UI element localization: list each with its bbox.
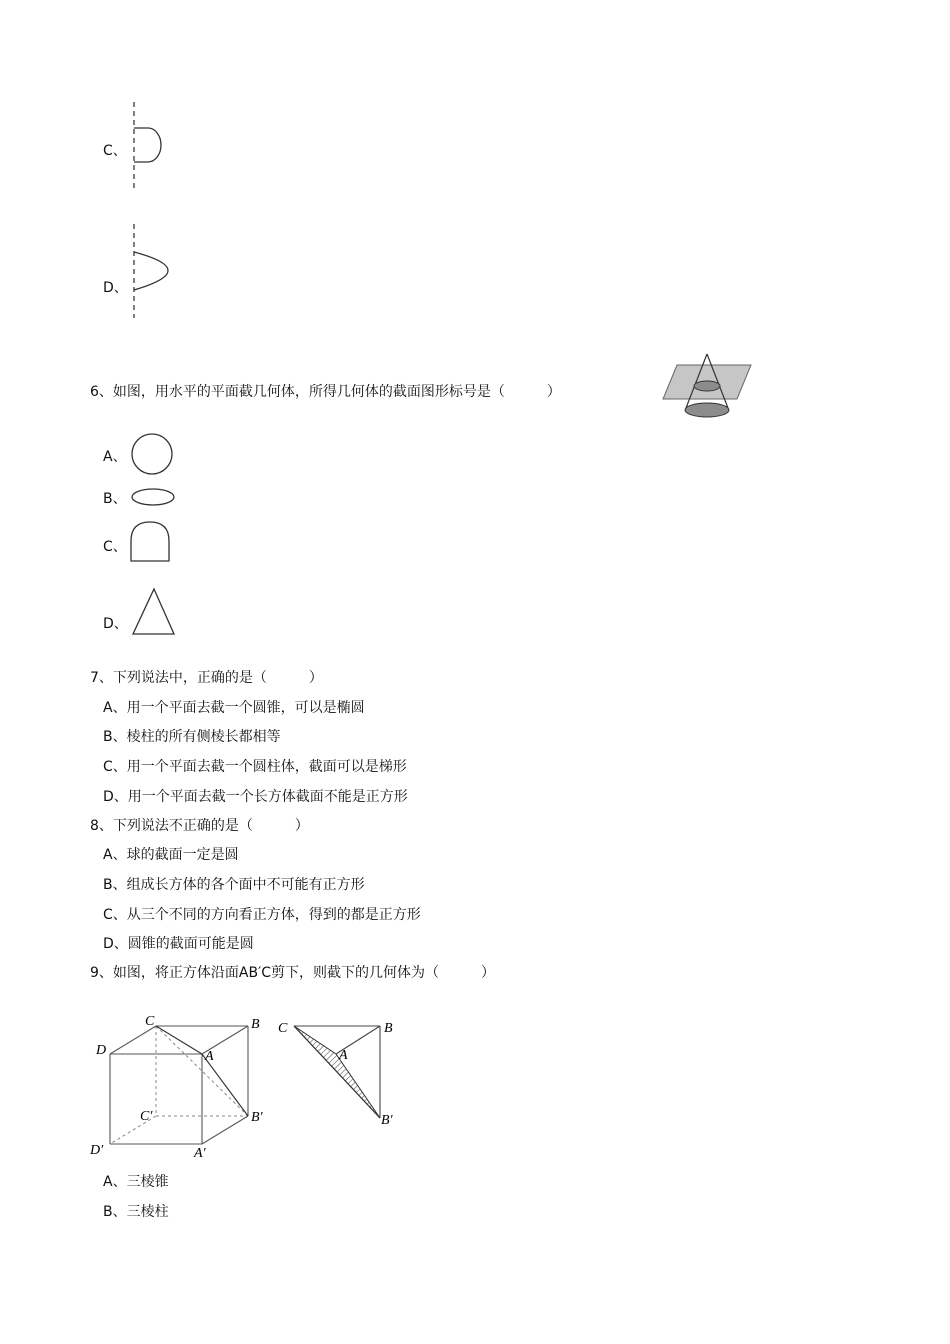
q9-option-b: B、三棱柱 — [103, 1204, 169, 1220]
arch-shape-icon — [126, 519, 174, 565]
q6-option-a-label: A、 — [103, 449, 127, 465]
q6-option-c-label: C、 — [103, 539, 127, 555]
q8-option-a: A、球的截面一定是圆 — [103, 847, 239, 863]
q7-option-b: B、棱柱的所有侧棱长都相等 — [103, 729, 281, 745]
q5-option-d-label: D、 — [103, 280, 128, 296]
q8-option-c: C、从三个不同的方向看正方体，得到的都是正方形 — [103, 907, 421, 923]
q8-stem: 8、下列说法不正确的是（ ） — [90, 818, 309, 834]
triangle-shape-icon — [126, 584, 180, 640]
q7-option-c: C、用一个平面去截一个圆柱体，截面可以是梯形 — [103, 759, 407, 775]
cube-label-d-prime: D′ — [90, 1143, 104, 1158]
q5-option-d-figure — [126, 222, 186, 320]
cut-pyramid-figure — [276, 1014, 406, 1134]
q5-option-c-label: C、 — [103, 143, 127, 159]
cube-label-a: A — [205, 1049, 214, 1064]
cut-label-b: B — [384, 1021, 393, 1036]
cube-label-d: D — [96, 1043, 107, 1058]
q9-option-a: A、三棱锥 — [103, 1174, 169, 1190]
cube-label-c: C — [145, 1014, 155, 1029]
ellipse-shape-icon — [128, 485, 178, 509]
cut-label-a: A — [339, 1048, 348, 1063]
q5-option-c-figure — [126, 100, 166, 192]
cone-cut-by-plane-figure — [660, 352, 756, 420]
q7-stem: 7、下列说法中，正确的是（ ） — [90, 670, 323, 686]
q8-option-d: D、圆锥的截面可能是圆 — [103, 936, 254, 952]
q7-option-a: A、用一个平面去截一个圆锥，可以是椭圆 — [103, 700, 365, 716]
cube-label-c-prime: C′ — [140, 1109, 153, 1124]
cube-label-b-prime: B′ — [251, 1110, 263, 1125]
cube-figure — [88, 1008, 278, 1163]
cut-label-b-prime: B′ — [381, 1113, 393, 1128]
q6-stem: 6、如图，用水平的平面截几何体，所得几何体的截面图形标号是（ ） — [90, 384, 561, 400]
cube-label-a-prime: A′ — [194, 1146, 206, 1161]
q7-option-d: D、用一个平面去截一个长方体截面不能是正方形 — [103, 789, 408, 805]
q8-option-b: B、组成长方体的各个面中不可能有正方形 — [103, 877, 365, 893]
cut-label-c: C — [278, 1021, 288, 1036]
cube-label-b: B — [251, 1017, 260, 1032]
q6-option-d-label: D、 — [103, 616, 128, 632]
q6-option-b-label: B、 — [103, 491, 127, 507]
q9-stem: 9、如图，将正方体沿面AB′C剪下，则截下的几何体为（ ） — [90, 965, 496, 981]
circle-shape-icon — [128, 432, 176, 478]
